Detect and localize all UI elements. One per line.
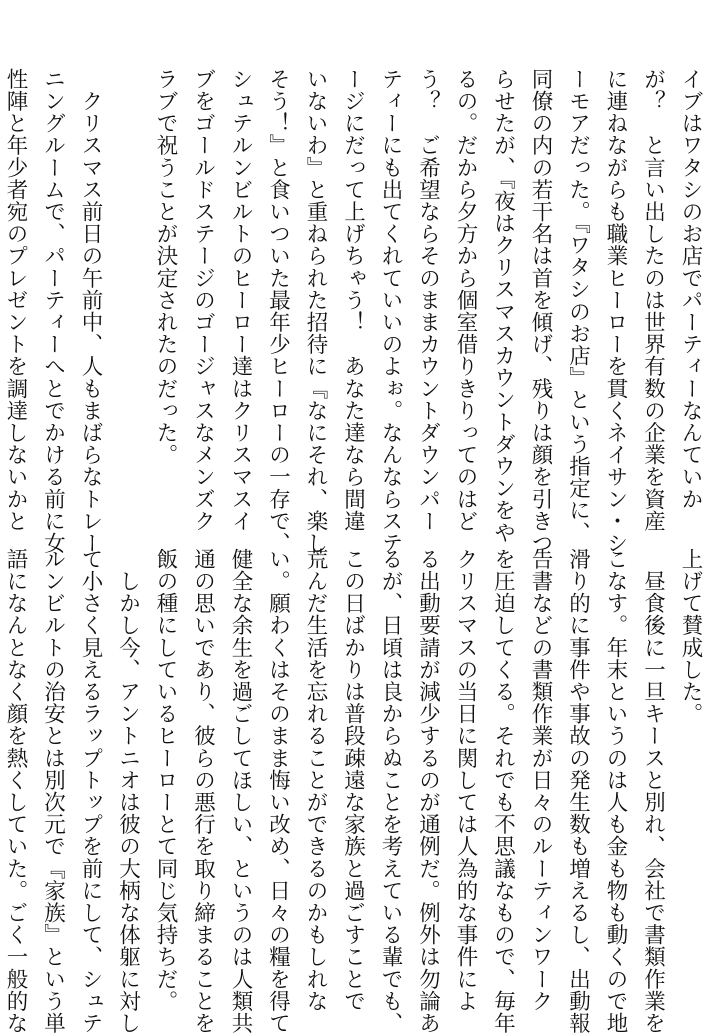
- text-line: ルンビルトの治安とは別次元で『家族』という単: [40, 548, 66, 1034]
- text-line: クリスマス前日の午前中、人もまばらなトレー: [78, 68, 103, 555]
- text-line: シュテルンビルトのヒーロー達はクリスマスイ: [228, 68, 253, 533]
- text-line: 語になんとなく顔を熱くしていた。ごく一般的な: [3, 548, 28, 1034]
- text-line: ーモアだった。『ワタシのお店』という指定に、: [565, 68, 591, 544]
- text-line: を圧迫してくる。それでも不思議なもので、毎年: [490, 548, 516, 1034]
- text-line: て小さく見えるラップトップを前にして、シュテ: [78, 548, 103, 1034]
- text-line: しかし今、アントニオは彼の大柄な体躯に対し: [115, 548, 141, 1034]
- text-line: るの。だから夕方から個室借りきりってのはど: [453, 68, 478, 533]
- text-line: こなす。年末というのは人も金も物も動くので地: [603, 548, 628, 1034]
- text-line: イブはワタシのお店でパーティーなんていか: [678, 68, 703, 510]
- text-line: に連ねながらも職業ヒーローを貫くネイサン・シ: [603, 68, 628, 555]
- text-line: 飯の種にしているヒーローとて同じ気持ちだ。: [153, 548, 178, 1013]
- text-line: ブをゴールドステージのゴージャスなメンズク: [190, 68, 216, 533]
- text-line: る出動要請が減少するのが通例だ。例外は勿論あ: [415, 548, 441, 1034]
- text-block-top: [3, 68, 709, 555]
- text-line: 告書などの書類作業が日々のルーティンワーク: [528, 548, 553, 1013]
- text-line: るが、日頃は良からぬことを考えている輩でも、: [378, 548, 403, 1034]
- text-line: う？ ご希望ならそのままカウントダウンパー: [415, 68, 441, 533]
- text-line: 同僚の内の若干名は首を傾げ、残りは顔を引きつ: [528, 68, 553, 555]
- text-line: が？ と言い出したのは世界有数の企業を資産: [640, 68, 666, 533]
- text-line: 健全な余生を過ごしてほしい、というのは人類共: [228, 548, 253, 1034]
- text-line: この日ばかりは普段疎遠な家族と過ごすことで: [340, 548, 366, 1013]
- text-line: クリスマスの当日に関しては人為的な事件によ: [453, 548, 478, 1013]
- text-line: 昼食後に一旦キースと別れ、会社で書類作業を: [640, 548, 666, 1034]
- text-line: 性陣と年少者宛のプレゼントを調達しないかと: [3, 68, 28, 533]
- blank-line: [109, 68, 147, 506]
- text-line: らせたが、『夜はクリスマスカウントダウンをや: [490, 68, 516, 544]
- text-line: 滑り的に事件や事故の発生数も増えるし、出動報: [565, 548, 591, 1034]
- text-line: 通の思いであり、彼らの悪行を取り締まることを: [190, 548, 216, 1034]
- text-line: そう！』と食いついた最年少ヒーローの一存で、: [265, 68, 291, 555]
- text-line: 荒んだ生活を忘れることができるのかもしれな: [303, 548, 328, 1013]
- text-line: い。願わくはそのまま悔い改め、日々の糧を得て: [265, 548, 291, 1034]
- text-block-bottom: [3, 548, 709, 1034]
- text-line: ニングルームで、パーティーへとでかける前に女: [40, 68, 66, 555]
- text-line: ティーにも出てくれていいのよぉ。なんならステ: [378, 68, 403, 555]
- text-line: いないわ』と重ねられた招待に『なにそれ、楽し: [303, 68, 328, 555]
- text-line: ージにだって上げちゃう！ あなた達なら間違: [340, 68, 366, 533]
- text-line: 上げて賛成した。: [678, 548, 703, 725]
- text-line: ラブで祝うことが決定されたのだった。: [153, 68, 178, 466]
